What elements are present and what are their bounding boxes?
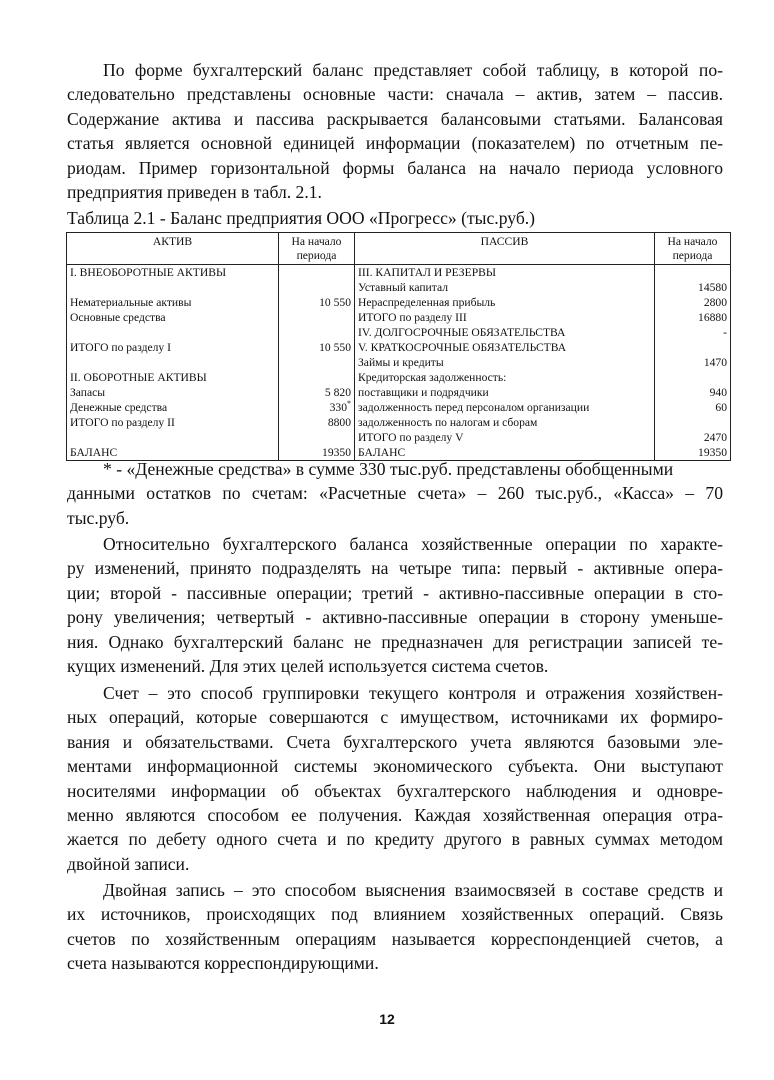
table-row [67,310,731,325]
liability-item: поставщики и подрядчики [355,385,655,400]
text-line: предприятия приведен в табл. 2.1. [67,182,322,203]
text-line: данными остатков по счетам: «Расчетные счета» – 260 тыс.руб., «Касса» – 70 [67,483,723,504]
asset-item: II. ОБОРОТНЫЕ АКТИВЫ [67,370,279,385]
liability-item: задолженность перед персоналом организации [355,400,655,415]
liability-value: 940 [655,385,731,400]
table-row [67,295,731,310]
liability-value: 60 [655,400,731,415]
table-caption: Таблица 2.1 - Баланс предприятия ООО «Прогресс» (тыс.руб.) [67,208,536,228]
liability-item: III. КАПИТАЛ И РЕЗЕРВЫ [355,265,655,281]
asset-value [279,265,355,281]
liability-item: задолженность по налогам и сборам [355,415,655,430]
asset-value: 330* [279,400,355,415]
liability-item: Нераспределенная прибыль [355,295,655,310]
table-row [67,385,731,400]
table-header-row [67,233,731,265]
liability-item: Кредиторская задолженность: [355,370,655,385]
liability-item: Займы и кредиты [355,355,655,370]
asset-item: I. ВНЕОБОРОТНЫЕ АКТИВЫ [67,265,279,281]
footnote-marker: * [347,399,351,409]
asset-value: 19350 [279,445,355,461]
double-entry-paragraph [67,878,723,976]
liability-value [655,265,731,281]
liability-item: ИТОГО по разделу V [355,430,655,445]
header-liabilities-period: На начало периода [655,233,731,265]
text-line: двойной записи. [67,853,190,874]
account-paragraph [67,681,723,876]
text-line: счетов по хозяйственным операциям называется корреспонденцией счетов, а [67,928,723,949]
text-line: статья является основной единицей информации (показателем) по отчетным пе- [67,133,723,154]
text-line: риодам. Пример горизонтальной формы баланса на начало периода условного [67,157,723,178]
intro-paragraph [67,58,723,204]
table-body [67,265,731,461]
liability-value: 2800 [655,295,731,310]
text-line: рону увеличения; четвертый - активно-пассивные операции в сторону уменьше- [67,607,723,628]
text-line: менно являются способом ее получения. Каждая хозяйственная операция отра- [67,805,723,826]
footnote [67,457,723,530]
liability-value: - [655,325,731,340]
table-row [67,430,731,445]
asset-item [67,280,279,295]
liability-item: IV. ДОЛГОСРОЧНЫЕ ОБЯЗАТЕЛЬСТВА [355,325,655,340]
asset-value [279,325,355,340]
text-line: Двойная запись – это способом выяснения взаимосвязей в составе средств и [103,880,723,900]
asset-value: 8800 [279,415,355,430]
page-number: 12 [379,1011,395,1027]
text-line: ных операций, которые совершаются с имуществом, источниками их формиро- [67,707,723,728]
text-line: счета называются корреспондирующими. [67,953,379,974]
text-line: Счет – это способ группировки текущего контроля и отражения хозяйствен- [103,683,723,703]
asset-value [279,310,355,325]
asset-value [279,280,355,295]
asset-value: 10 550 [279,295,355,310]
text-line: Содержание актива и пассива раскрывается балансовыми статьями. Балансовая [67,108,723,129]
text-line: ру изменений, принято подразделять на четыре типа: первый - активные опера- [67,558,723,579]
liability-item: БАЛАНС [355,445,655,461]
asset-item: Нематериальные активы [67,295,279,310]
liability-value: 2470 [655,430,731,445]
text-line: По форме бухгалтерский баланс представляет собой таблицу, в которой по- [103,60,723,80]
liability-value: 1470 [655,355,731,370]
asset-value [279,370,355,385]
text-line: их источников, происходящих под влиянием хозяйственных операций. Связь [67,904,723,925]
asset-item: Денежные средства [67,400,279,415]
asset-item: ИТОГО по разделу I [67,340,279,355]
table-row [67,400,731,415]
table-row [67,265,731,281]
asset-item: ИТОГО по разделу II [67,415,279,430]
asset-item: Основные средства [67,310,279,325]
text-line: * - «Денежные средства» в сумме 330 тыс.руб. представлены обобщенными [103,459,674,479]
table-row [67,325,731,340]
liability-value: 16880 [655,310,731,325]
text-line: носителями информации об объектах бухгалтерского наблюдения и одновре- [67,780,723,801]
text-line: тыс.руб. [67,507,130,528]
text-line: ции; второй - пассивные операции; третий - активно-пассивные операции в сто- [67,582,723,603]
liability-value [655,370,731,385]
asset-value: 5 820 [279,385,355,400]
table-row [67,280,731,295]
liability-value [655,340,731,355]
liability-item: V. КРАТКОСРОЧНЫЕ ОБЯЗАТЕЛЬСТВА [355,340,655,355]
operations-paragraph [67,532,723,678]
asset-item: Запасы [67,385,279,400]
asset-item [67,325,279,340]
liability-value: 19350 [655,445,731,461]
text-line: жается по дебету одного счета и по кредиту другого в равных суммах методом [67,829,723,850]
table-row [67,415,731,430]
asset-item [67,355,279,370]
liability-item: Уставный капитал [355,280,655,295]
text-line: вания и обязательствами. Счета бухгалтерского учета являются базовыми эле- [67,731,723,752]
liability-value: 14580 [655,280,731,295]
asset-item: БАЛАНС [67,445,279,461]
asset-item [67,430,279,445]
balance-table [66,232,731,461]
text-line: кущих изменений. Для этих целей используется система счетов. [67,656,549,677]
liability-item: ИТОГО по разделу III [355,310,655,325]
header-assets-period: На начало периода [279,233,355,265]
text-line: ния. Однако бухгалтерский баланс не предназначен для регистрации записей те- [67,631,723,652]
text-line: следовательно представлены основные части: сначала – актив, затем – пассив. [67,84,723,105]
table-row [67,340,731,355]
liability-value [655,415,731,430]
text-line: ментами информационной системы экономического субъекта. Они выступают [67,756,723,777]
asset-value [279,355,355,370]
table-row [67,355,731,370]
asset-value [279,430,355,445]
header-liabilities: ПАССИВ [355,233,655,265]
header-assets: АКТИВ [67,233,279,265]
text-line: Относительно бухгалтерского баланса хозяйственные операции по характе- [103,534,723,554]
asset-value: 10 550 [279,340,355,355]
table-row [67,370,731,385]
